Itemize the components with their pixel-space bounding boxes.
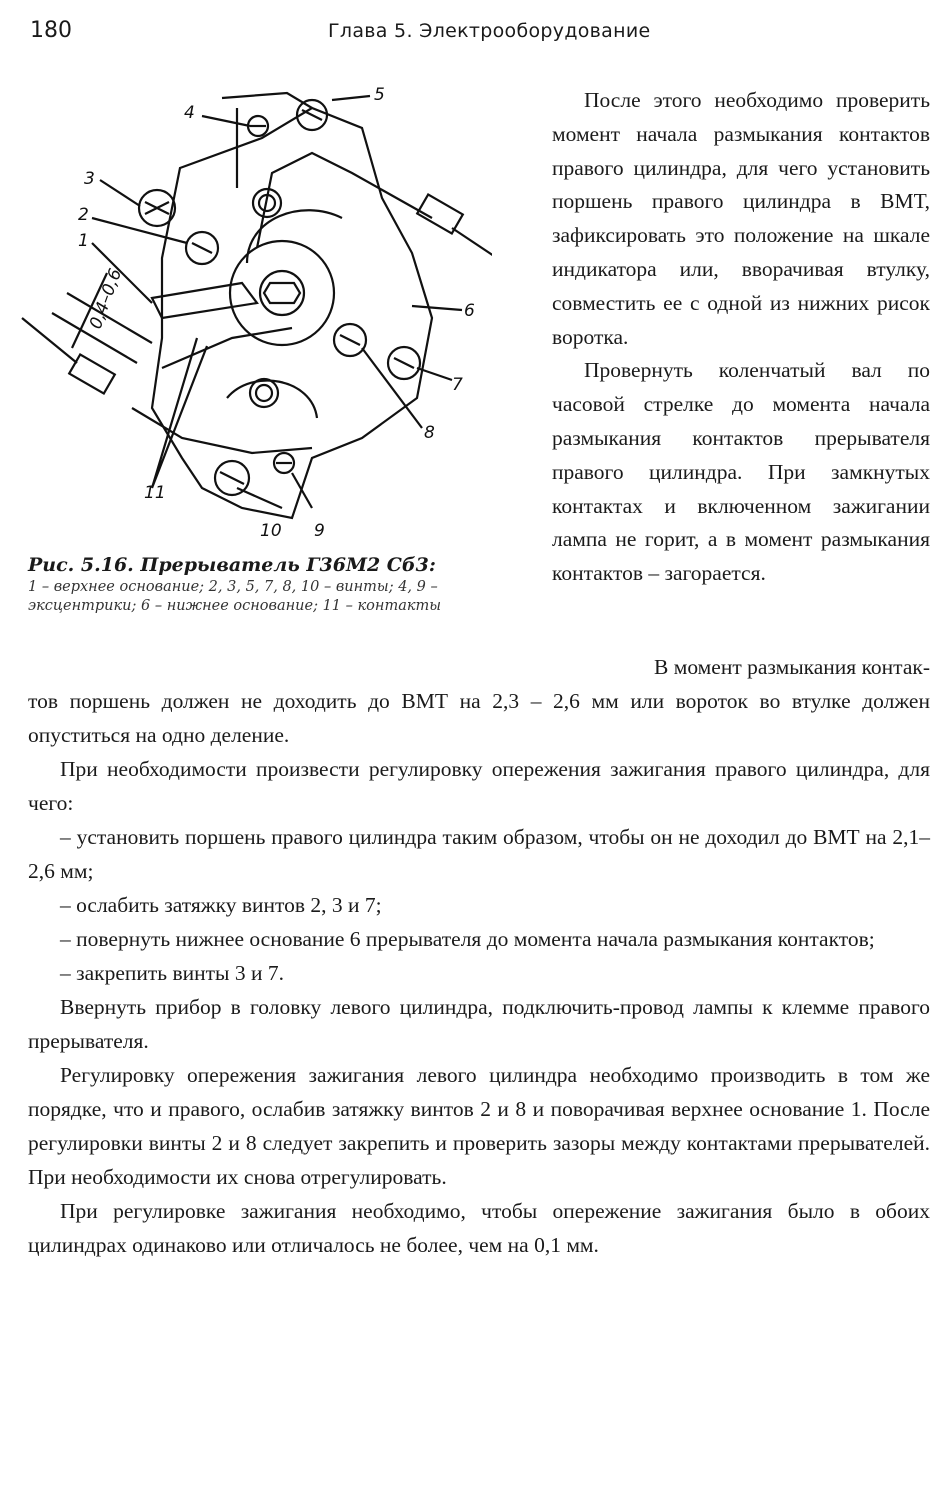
svg-text:9: 9	[314, 521, 325, 541]
paragraph: Провернуть коленчатый вал по часовой стрелке до момента начала размыкания контактов прерывателя правого цилиндра. При замкнутых контактах и включенном зажигании лампа не горит, а в момент размыкания контактов – загорается.	[552, 358, 930, 586]
side-column	[552, 84, 930, 591]
list-item: – закрепить винты 3 и 7.	[60, 961, 284, 985]
chapter-title: Глава 5. Электрооборудование	[328, 20, 651, 42]
terminal-right	[417, 194, 492, 268]
svg-text:4: 4	[184, 103, 195, 123]
svg-text:7: 7	[452, 375, 463, 395]
svg-text:10: 10	[260, 521, 282, 541]
main-text	[28, 650, 930, 1262]
page-number: 180	[30, 18, 72, 43]
caption-text: 1 – верхнее основание; 2, 3, 5, 7, 8, 10 – винты; 4, 9 – эксцентрики; 6 – нижнее основание; 11 – контакты	[28, 579, 442, 614]
paragraph: После этого необходимо проверить момент начала размыкания контактов правого цилиндра, для чего установить поршень правого цилиндра в ВМТ, зафиксировать это положение на шкале индикатора или, вворачивая втулку, совместить ее с одной из нижних рисок воротка.	[552, 88, 930, 349]
list-item: – установить поршень правого цилиндра таким образом, чтобы он не доходил до ВМТ на 2,1–2,6 мм;	[28, 825, 930, 883]
svg-text:6: 6	[464, 301, 475, 321]
figure-caption	[28, 554, 498, 616]
paragraph-continuation: тов поршень должен не доходить до ВМТ на 2,3 – 2,6 мм или вороток во втулке должен опуститься на одно деление.	[28, 689, 930, 747]
list-item: – повернуть нижнее основание 6 прерывателя до момента начала размыкания контактов;	[60, 927, 875, 951]
paragraph: Регулировку опережения зажигания левого цилиндра необходимо производить в том же порядке, что и правого, ослабив затяжку винтов 2 и 8 и поворачивая верхнее основание 1. После регулировки винты 2 и 8 следует закрепить и проверить зазоры между контактами прерывателей. При необходимости их снова отрегулировать.	[28, 1063, 930, 1189]
svg-text:2: 2	[78, 205, 89, 225]
svg-text:11: 11	[144, 483, 166, 503]
paragraph-start: В момент размыкания контак-	[654, 655, 930, 679]
paragraph: При регулировке зажигания необходимо, чтобы опережение зажигания было в обоих цилиндрах одинаково или отличалось не более, чем на 0,1 мм.	[28, 1199, 930, 1257]
breaker-figure	[12, 78, 492, 548]
eccentric-4	[248, 116, 268, 136]
list-item: – ослабить затяжку винтов 2, 3 и 7;	[60, 893, 382, 917]
svg-text:5: 5	[374, 85, 385, 105]
breaker-drawing	[12, 78, 492, 548]
svg-text:8: 8	[424, 423, 435, 443]
screw-2	[186, 232, 218, 264]
caption-title: Рис. 5.16. Прерыватель Г36М2 Сб3:	[28, 554, 436, 576]
eccentric-9	[274, 453, 294, 473]
paragraph: При необходимости произвести регулировку опережения зажигания правого цилиндра, для чего:	[28, 757, 930, 815]
svg-text:3: 3	[84, 169, 95, 189]
screw-8	[334, 324, 366, 356]
screw-3	[139, 190, 175, 226]
screw-7	[388, 347, 420, 379]
paragraph: Ввернуть прибор в головку левого цилиндра, подключить-провод лампы к клемме правого прерывателя.	[28, 995, 930, 1053]
svg-text:0,4–0,6: 0,4–0,6	[85, 266, 127, 332]
upper-base-bar	[152, 283, 257, 318]
spring-lower	[250, 379, 278, 407]
svg-text:1: 1	[78, 231, 89, 251]
